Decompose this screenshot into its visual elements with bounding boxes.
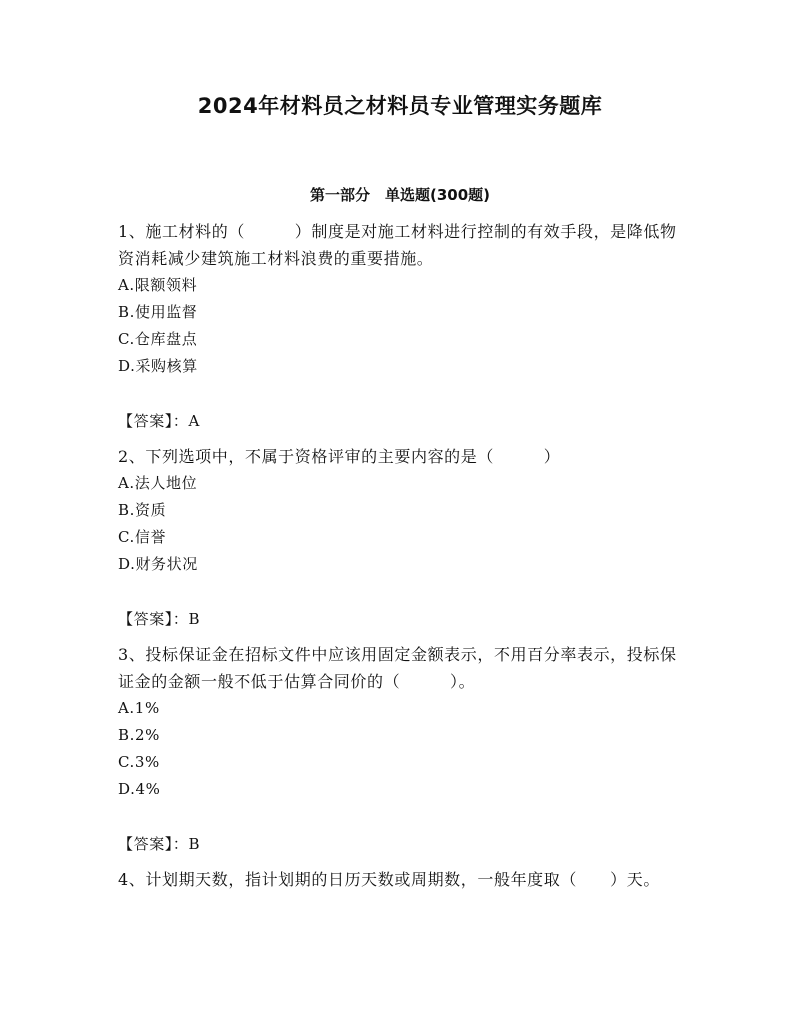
option-d: D.4% (118, 780, 161, 798)
option-d: D.采购核算 (118, 357, 198, 375)
option-c: C.信誉 (118, 528, 167, 546)
question-3 (118, 641, 682, 858)
question-2 (118, 443, 682, 633)
option-b: B.2% (118, 726, 160, 744)
document-title: 2024年材料员之材料员专业管理实务题库 (197, 94, 603, 118)
option-c: C.3% (118, 753, 160, 771)
option-a: A.限额领料 (118, 276, 198, 294)
option-b: B.资质 (118, 501, 167, 519)
option-d: D.财务状况 (118, 555, 198, 573)
question-stem: 1、施工材料的（ ）制度是对施工材料进行控制的有效手段，是降低物资消耗减少建筑施工材料浪费的重要措施。 (118, 222, 677, 268)
question-1 (118, 218, 682, 435)
option-a: A.1% (118, 699, 160, 717)
option-a: A.法人地位 (118, 474, 198, 492)
question-stem: 3、投标保证金在招标文件中应该用固定金额表示，不用百分率表示，投标保证金的金额一般不低于估算合同价的（ ）。 (118, 645, 677, 691)
option-c: C.仓库盘点 (118, 330, 198, 348)
question-4 (118, 866, 682, 893)
answer-line: 【答案】：B (118, 610, 201, 628)
question-stem: 2、下列选项中，不属于资格评审的主要内容的是（ ） (118, 447, 561, 466)
question-stem: 4、计划期天数，指计划期的日历天数或周期数，一般年度取（ ）天。 (118, 870, 660, 889)
option-b: B.使用监督 (118, 303, 198, 321)
section-title: 第一部分 单选题(300题) (309, 186, 491, 204)
answer-line: 【答案】：A (118, 412, 200, 430)
answer-line: 【答案】：B (118, 835, 201, 853)
